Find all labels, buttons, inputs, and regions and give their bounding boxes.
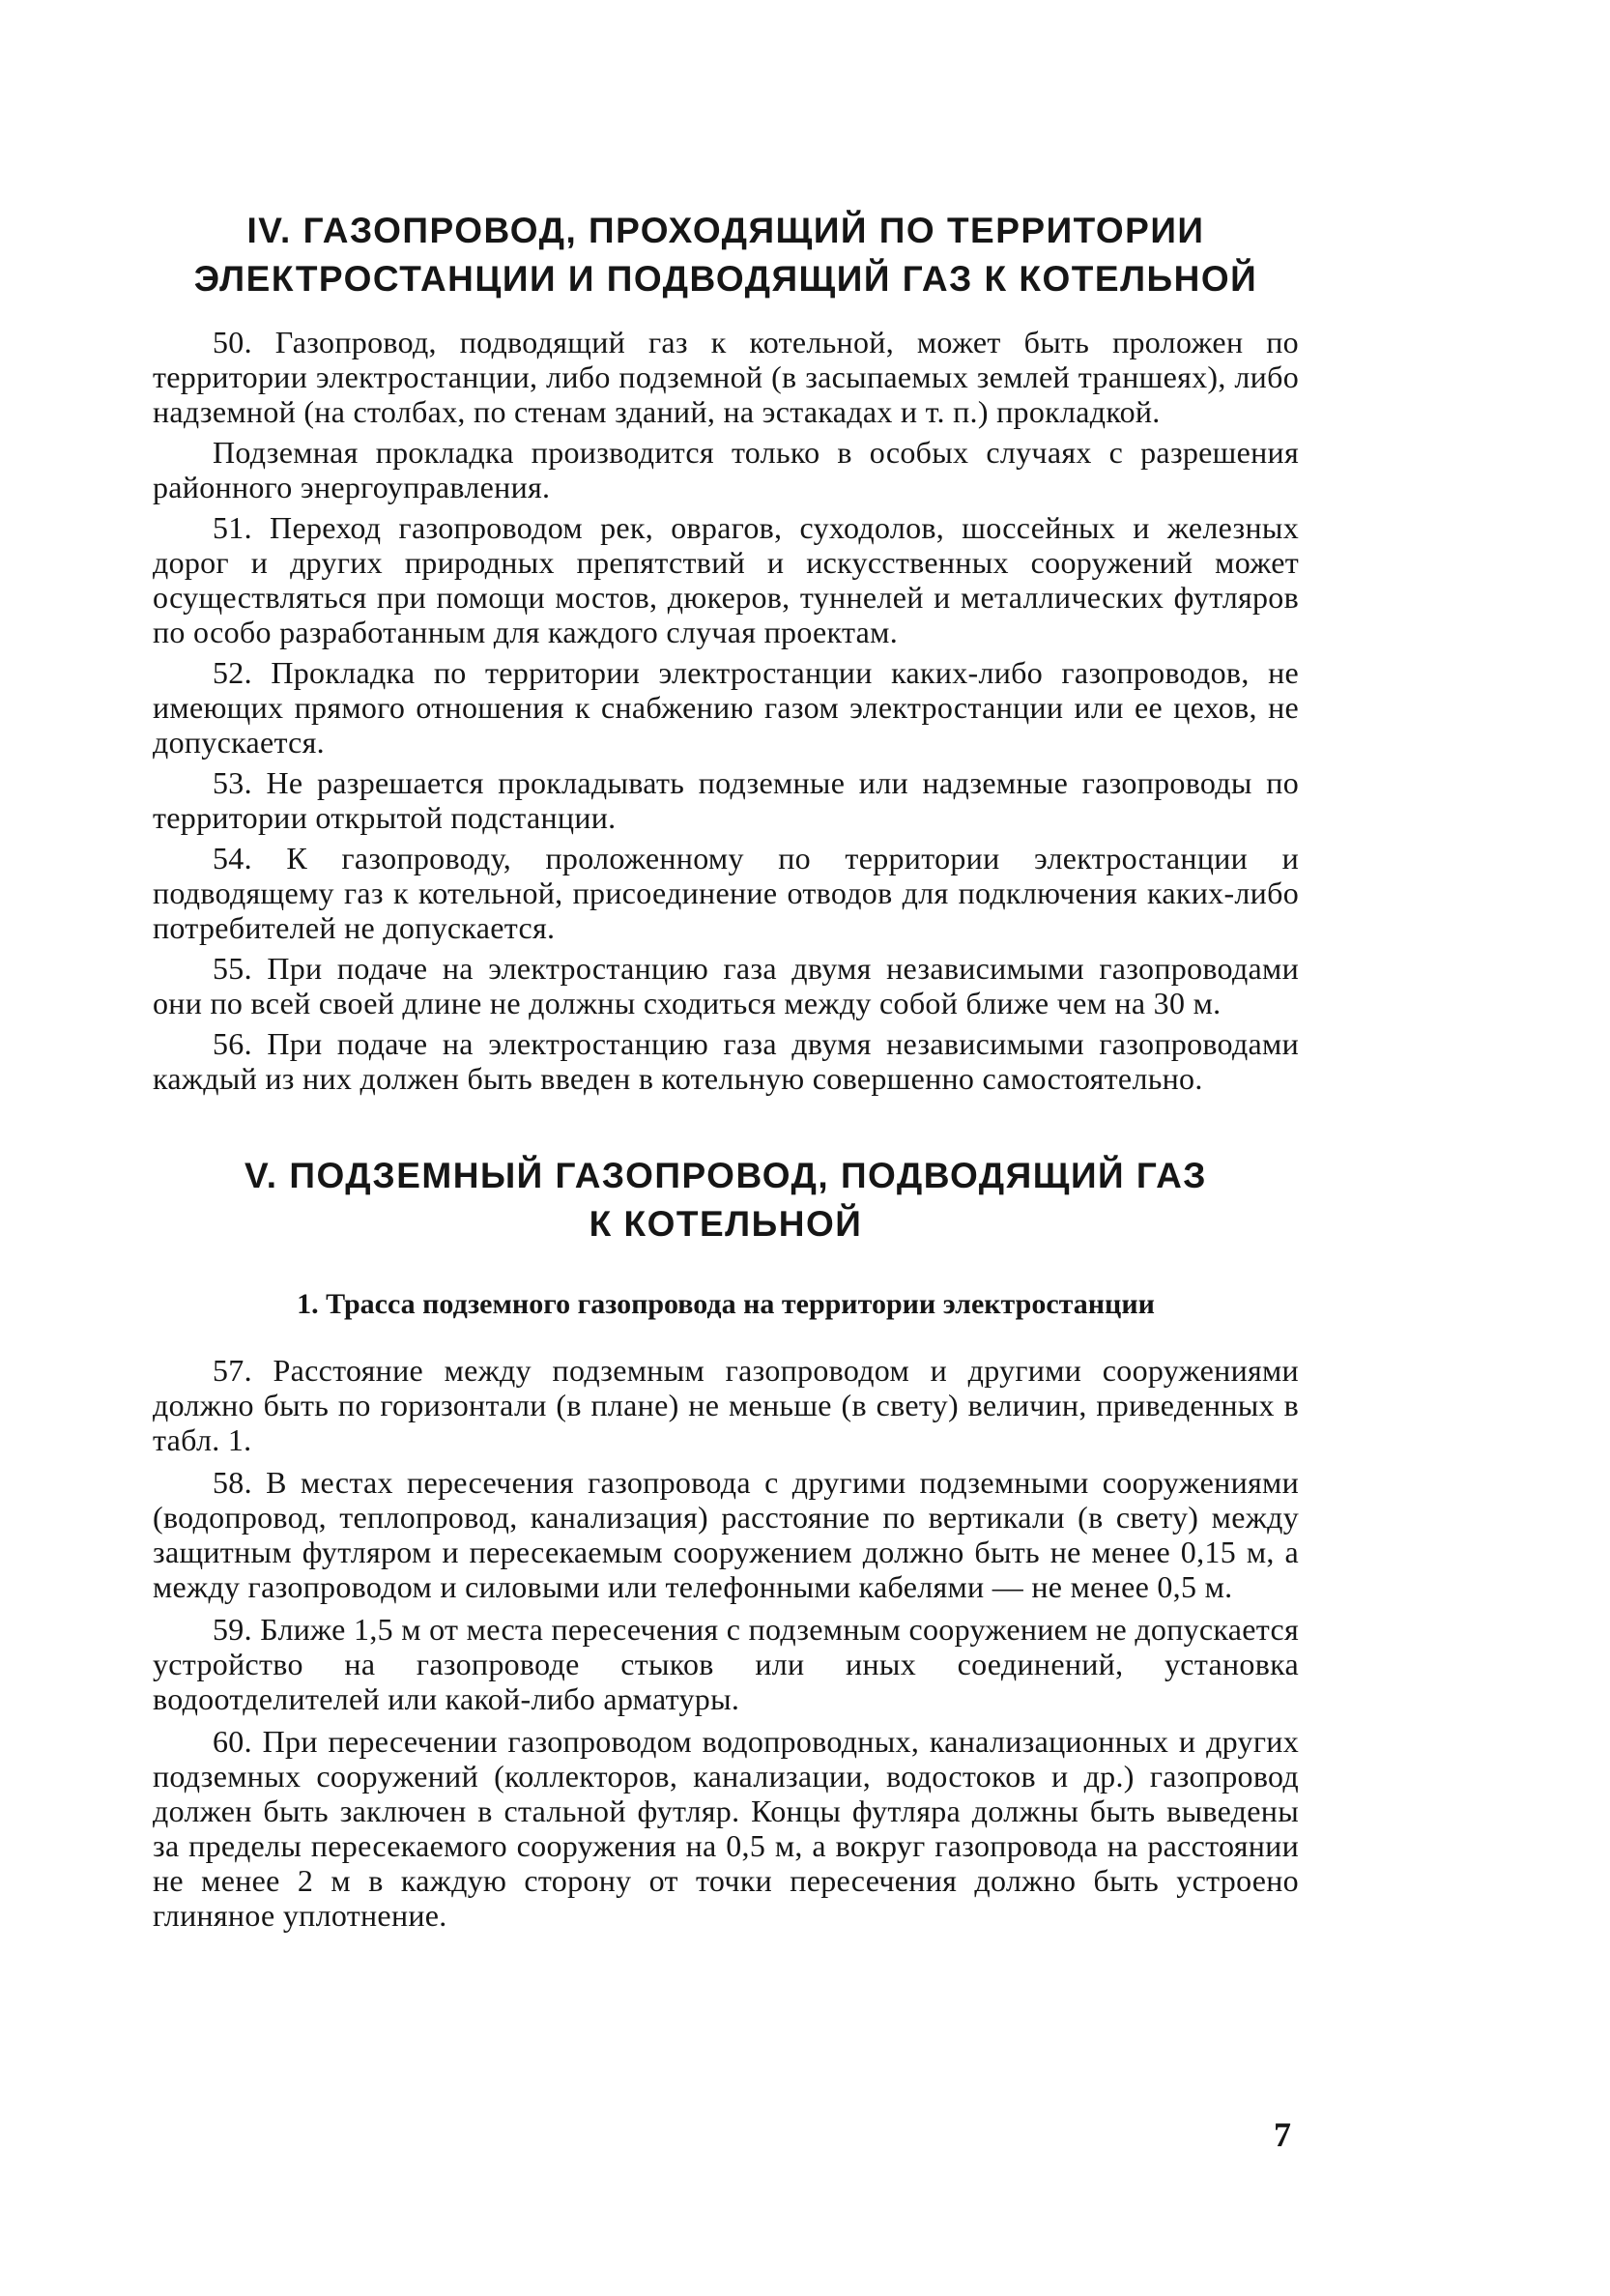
paragraph-55: 55. При подаче на электростанцию газа двумя независимыми газопроводами они по всей своей длине не должны сходиться между собой ближе чем на 30 м. xyxy=(153,951,1299,1020)
section-iv xyxy=(153,207,1299,1096)
paragraph-58: 58. В местах пересечения газопровода с другими подземными сооружениями (водопровод, теплопровод, канализация) расстояние по вертикали (в свету) между защитным футляром и пересекаемым сооружением должно быть не менее 0,15 м, а между газопроводом и силовыми или телефонными кабелями — не менее 0,5 м. xyxy=(153,1465,1299,1604)
paragraph-57: 57. Расстояние между подземным газопроводом и другими сооружениями должно быть по горизонтали (в плане) не меньше (в свету) величин, приведенных в табл. 1. xyxy=(153,1353,1299,1457)
paragraph-60: 60. При пересечении газопроводом водопроводных, канализационных и других подземных сооружений (коллекторов, канализации, водостоков и др.) газопровод должен быть заключен в стальной футляр. Концы футляра должны быть выведены за пределы пересекаемого сооружения на 0,5 м, а вокруг газопровода на расстоянии не менее 2 м в каждую сторону от точки пересечения должно быть устроено глиняное уплотнение. xyxy=(153,1724,1299,1933)
paragraph-54: 54. К газопроводу, проложенному по территории электростанции и подводящему газ к котельной, присоединение отводов для подключения каких-либо потребителей не допускается. xyxy=(153,841,1299,945)
paragraph-56: 56. При подаче на электростанцию газа двумя независимыми газопроводами каждый из них должен быть введен в котельную совершенно самостоятельно. xyxy=(153,1026,1299,1096)
paragraph-52: 52. Прокладка по территории электростанции каких-либо газопроводов, не имеющих прямого отношения к снабжению газом электростанции или ее цехов, не допускается. xyxy=(153,655,1299,760)
section-iv-title-line-2: ЭЛЕКТРОСТАНЦИИ И ПОДВОДЯЩИЙ ГАЗ К КОТЕЛЬНОЙ xyxy=(193,259,1258,299)
paragraph-50-note: Подземная прокладка производится только в особых случаях с разрешения районного энергоуправления. xyxy=(153,435,1299,504)
paragraph-59: 59. Ближе 1,5 м от места пересечения с подземным сооружением не допускается устройство на газопроводе стыков или иных соединений, установка водоотделителей или какой-либо арматуры. xyxy=(153,1612,1299,1716)
section-v-title-line-2: К КОТЕЛЬНОЙ xyxy=(589,1204,863,1244)
paragraph-53: 53. Не разрешается прокладывать подземные или надземные газопроводы по территории открытой подстанции. xyxy=(153,765,1299,835)
section-iv-title-line-1: IV. ГАЗОПРОВОД, ПРОХОДЯЩИЙ ПО ТЕРРИТОРИИ xyxy=(246,211,1205,250)
section-v xyxy=(153,1152,1299,1933)
document-page xyxy=(153,207,1299,1940)
section-iv-title xyxy=(153,207,1299,303)
paragraph-51: 51. Переход газопроводом рек, оврагов, суходолов, шоссейных и железных дорог и других природных препятствий и искусственных сооружений может осуществляться при помощи мостов, дюкеров, туннелей и металлических футляров по особо разработанным для каждого случая проектам. xyxy=(153,510,1299,649)
page-number: 7 xyxy=(1274,2115,1291,2154)
subsection-title: 1. Трасса подземного газопровода на территории электростанции xyxy=(297,1288,1155,1320)
section-v-title-line-1: V. ПОДЗЕМНЫЙ ГАЗОПРОВОД, ПОДВОДЯЩИЙ ГАЗ xyxy=(244,1156,1207,1195)
section-v-title xyxy=(153,1152,1299,1248)
paragraph-50: 50. Газопровод, подводящий газ к котельной, может быть проложен по территории электростанции, либо подземной (в засыпаемых землей траншеях), либо надземной (на столбах, по стенам зданий, на эстакадах и т. п.) прокладкой. xyxy=(153,325,1299,429)
